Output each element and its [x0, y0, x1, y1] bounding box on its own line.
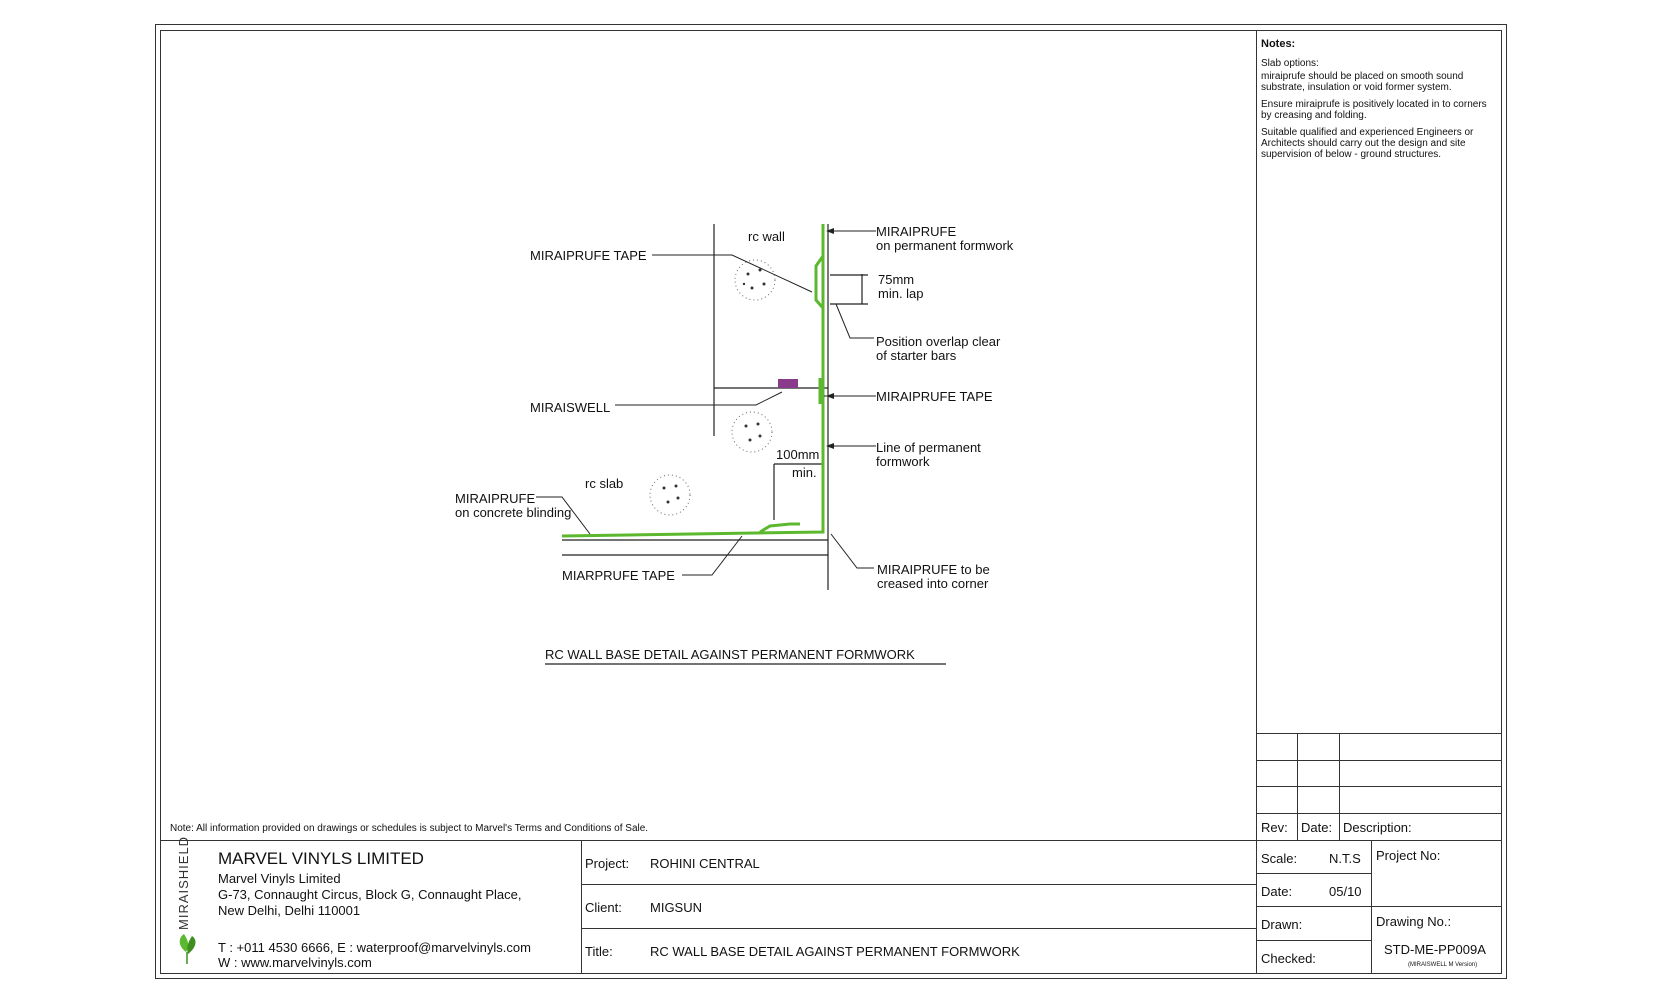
company-address-1: Marvel Vinyls Limited: [218, 871, 341, 886]
label-crease-1: MIRAIPRUFE to be: [877, 562, 990, 577]
scale-label: Scale:: [1261, 851, 1298, 866]
drawing-no-value: STD-ME-PP009A: [1384, 942, 1486, 957]
company-address-3: New Delhi, Delhi 110001: [218, 903, 361, 918]
company-address-2: G-73, Connaught Circus, Block G, Connaught Place,: [218, 887, 522, 902]
client-value: MIGSUN: [650, 900, 702, 915]
notes-title: Notes:: [1261, 38, 1296, 50]
title-value: RC WALL BASE DETAIL AGAINST PERMANENT FORMWORK: [650, 944, 1020, 959]
client-label: Client:: [585, 900, 622, 915]
arrowhead: [826, 228, 834, 234]
label-lap-2: min. lap: [878, 286, 924, 301]
diagram-title: RC WALL BASE DETAIL AGAINST PERMANENT FORMWORK: [545, 647, 915, 662]
date-label: Date:: [1261, 884, 1293, 899]
brand-vertical-text: MIRAISHIELD: [176, 835, 191, 930]
tape-corner: [760, 524, 800, 532]
notes-line: Slab options:: [1261, 58, 1319, 69]
label-dim-100-2: min.: [792, 465, 817, 480]
drawn-label: Drawn:: [1261, 917, 1303, 932]
company-contact-1: T : +011 4530 6666, E : waterproof@marvelvinyls.com: [218, 940, 531, 955]
title-label: Title:: [585, 944, 613, 959]
company-name: MARVEL VINYLS LIMITED: [218, 849, 424, 868]
rev-date-label: Date:: [1301, 820, 1333, 835]
footer-note: Note: All information provided on drawings or schedules is subject to Marvel's Terms and Conditions of Sale.: [170, 823, 649, 834]
leader-overlap: [836, 304, 874, 338]
version-note: (MIRAISWELL M Version): [1408, 962, 1478, 968]
company-contact-2: W : www.marvelvinyls.com: [218, 955, 372, 970]
rev-label: Rev:: [1261, 820, 1288, 835]
label-miraiprufe-formwork-2: on permanent formwork: [876, 238, 1014, 253]
label-miraiswell: MIRAISWELL: [530, 400, 611, 415]
scale-value: N.T.S: [1329, 851, 1361, 866]
label-miarprufe-tape: MIARPRUFE TAPE: [562, 568, 675, 583]
label-crease-2: creased into corner: [877, 576, 989, 591]
miraiswell-strip: [778, 379, 798, 388]
label-overlap-2: of starter bars: [876, 348, 957, 363]
label-blinding-1: MIRAIPRUFE: [455, 491, 536, 506]
notes-line: miraiprufe should be placed on smooth sound substrate, insulation or void former system.: [1261, 71, 1464, 93]
project-no-label: Project No:: [1376, 848, 1441, 863]
label-miraiprufe-tape-top: MIRAIPRUFE TAPE: [530, 248, 647, 263]
drawing-no-label: Drawing No.:: [1376, 914, 1452, 929]
arrowheads: [826, 228, 834, 449]
checked-label: Checked:: [1261, 951, 1316, 966]
label-line-formwork-2: formwork: [876, 454, 930, 469]
leader-tape-top: [652, 255, 812, 292]
label-rc-wall: rc wall: [748, 229, 785, 244]
label-overlap-1: Position overlap clear: [876, 334, 1001, 349]
label-miraiprufe-tape-right: MIRAIPRUFE TAPE: [876, 389, 993, 404]
notes-line: Ensure miraiprufe is positively located in to corners by creasing and folding.: [1261, 99, 1487, 121]
label-blinding-2: on concrete blinding: [455, 505, 572, 520]
rev-description-label: Description:: [1343, 820, 1412, 835]
label-dim-100-1: 100mm: [776, 447, 820, 462]
arrowhead: [826, 393, 834, 399]
leader-miraiswell: [615, 392, 782, 405]
arrowhead: [826, 443, 834, 449]
label-miraiprufe-formwork-1: MIRAIPRUFE: [876, 224, 957, 239]
project-value: ROHINI CENTRAL: [650, 856, 760, 871]
label-lap-1: 75mm: [878, 272, 915, 287]
notes-line: Suitable qualified and experienced Engineers or Architects should carry out the design and site supervision of below - ground structures.: [1261, 127, 1474, 160]
label-rc-slab: rc slab: [585, 476, 624, 491]
label-line-formwork-1: Line of permanent: [876, 440, 981, 455]
leader-crease: [831, 534, 874, 568]
project-label: Project:: [585, 856, 630, 871]
date-value: 05/10: [1329, 884, 1362, 899]
